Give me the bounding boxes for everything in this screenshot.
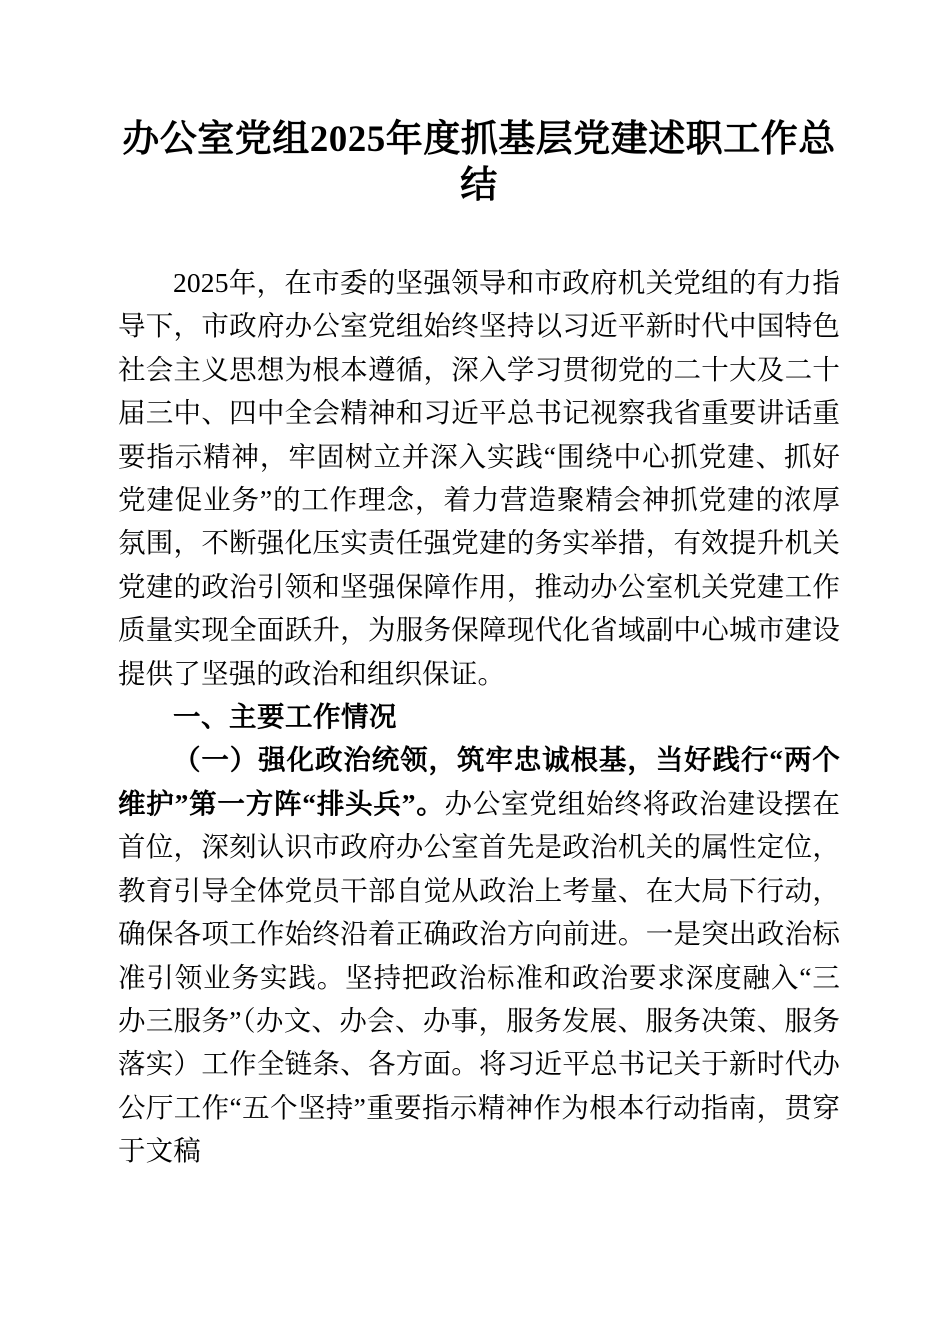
subsection-one-paragraph <box>118 738 840 1172</box>
subsection-one-lead: （一）强化政治统领，筑牢忠诚根基，当好践行“两个维护”第一方阵“排头兵”。 <box>118 744 840 819</box>
document-content <box>118 0 840 1173</box>
opening-paragraph: 2025年，在市委的坚强领导和市政府机关党组的有力指导下，市政府办公室党组始终坚持以习近平新时代中国特色社会主义思想为根本遵循，深入学习贯彻党的二十大及二十届三中、四中全会精神和习近平总书记视察我省重要讲话重要指示精神，牢固树立并深入实践“围绕中心抓党建、抓好党建促业务”的工作理念，着力营造聚精会神抓党建的浓厚氛围，不断强化压实责任强党建的务实举措，有效提升机关党建的政治引领和坚强保障作用，推动办公室机关党建工作质量实现全面跃升，为服务保障现代化省域副中心城市建设提供了坚强的政治和组织保证。 <box>118 267 840 689</box>
subsection-one-text: 办公室党组始终将政治建设摆在首位，深刻认识市政府办公室首先是政治机关的属性定位，教育引导全体党员干部自觉从政治上考量、在大局下行动，确保各项工作始终沿着正确政治方向前进。一是突出政治标准引领业务实践。坚持把政治标准和政治要求深度融入“三办三服务”（办文、办会、办事，服务发展、服务决策、服务落实）工作全链条、各方面。将习近平总书记关于新时代办公厅工作“五个坚持”重要指示精神作为根本行动指南，贯穿于文稿 <box>118 787 840 1167</box>
section-heading-one: 一、主要工作情况 <box>173 701 397 733</box>
page-title: 办公室党组2025年度抓基层党建述职工作总结 <box>122 119 836 206</box>
